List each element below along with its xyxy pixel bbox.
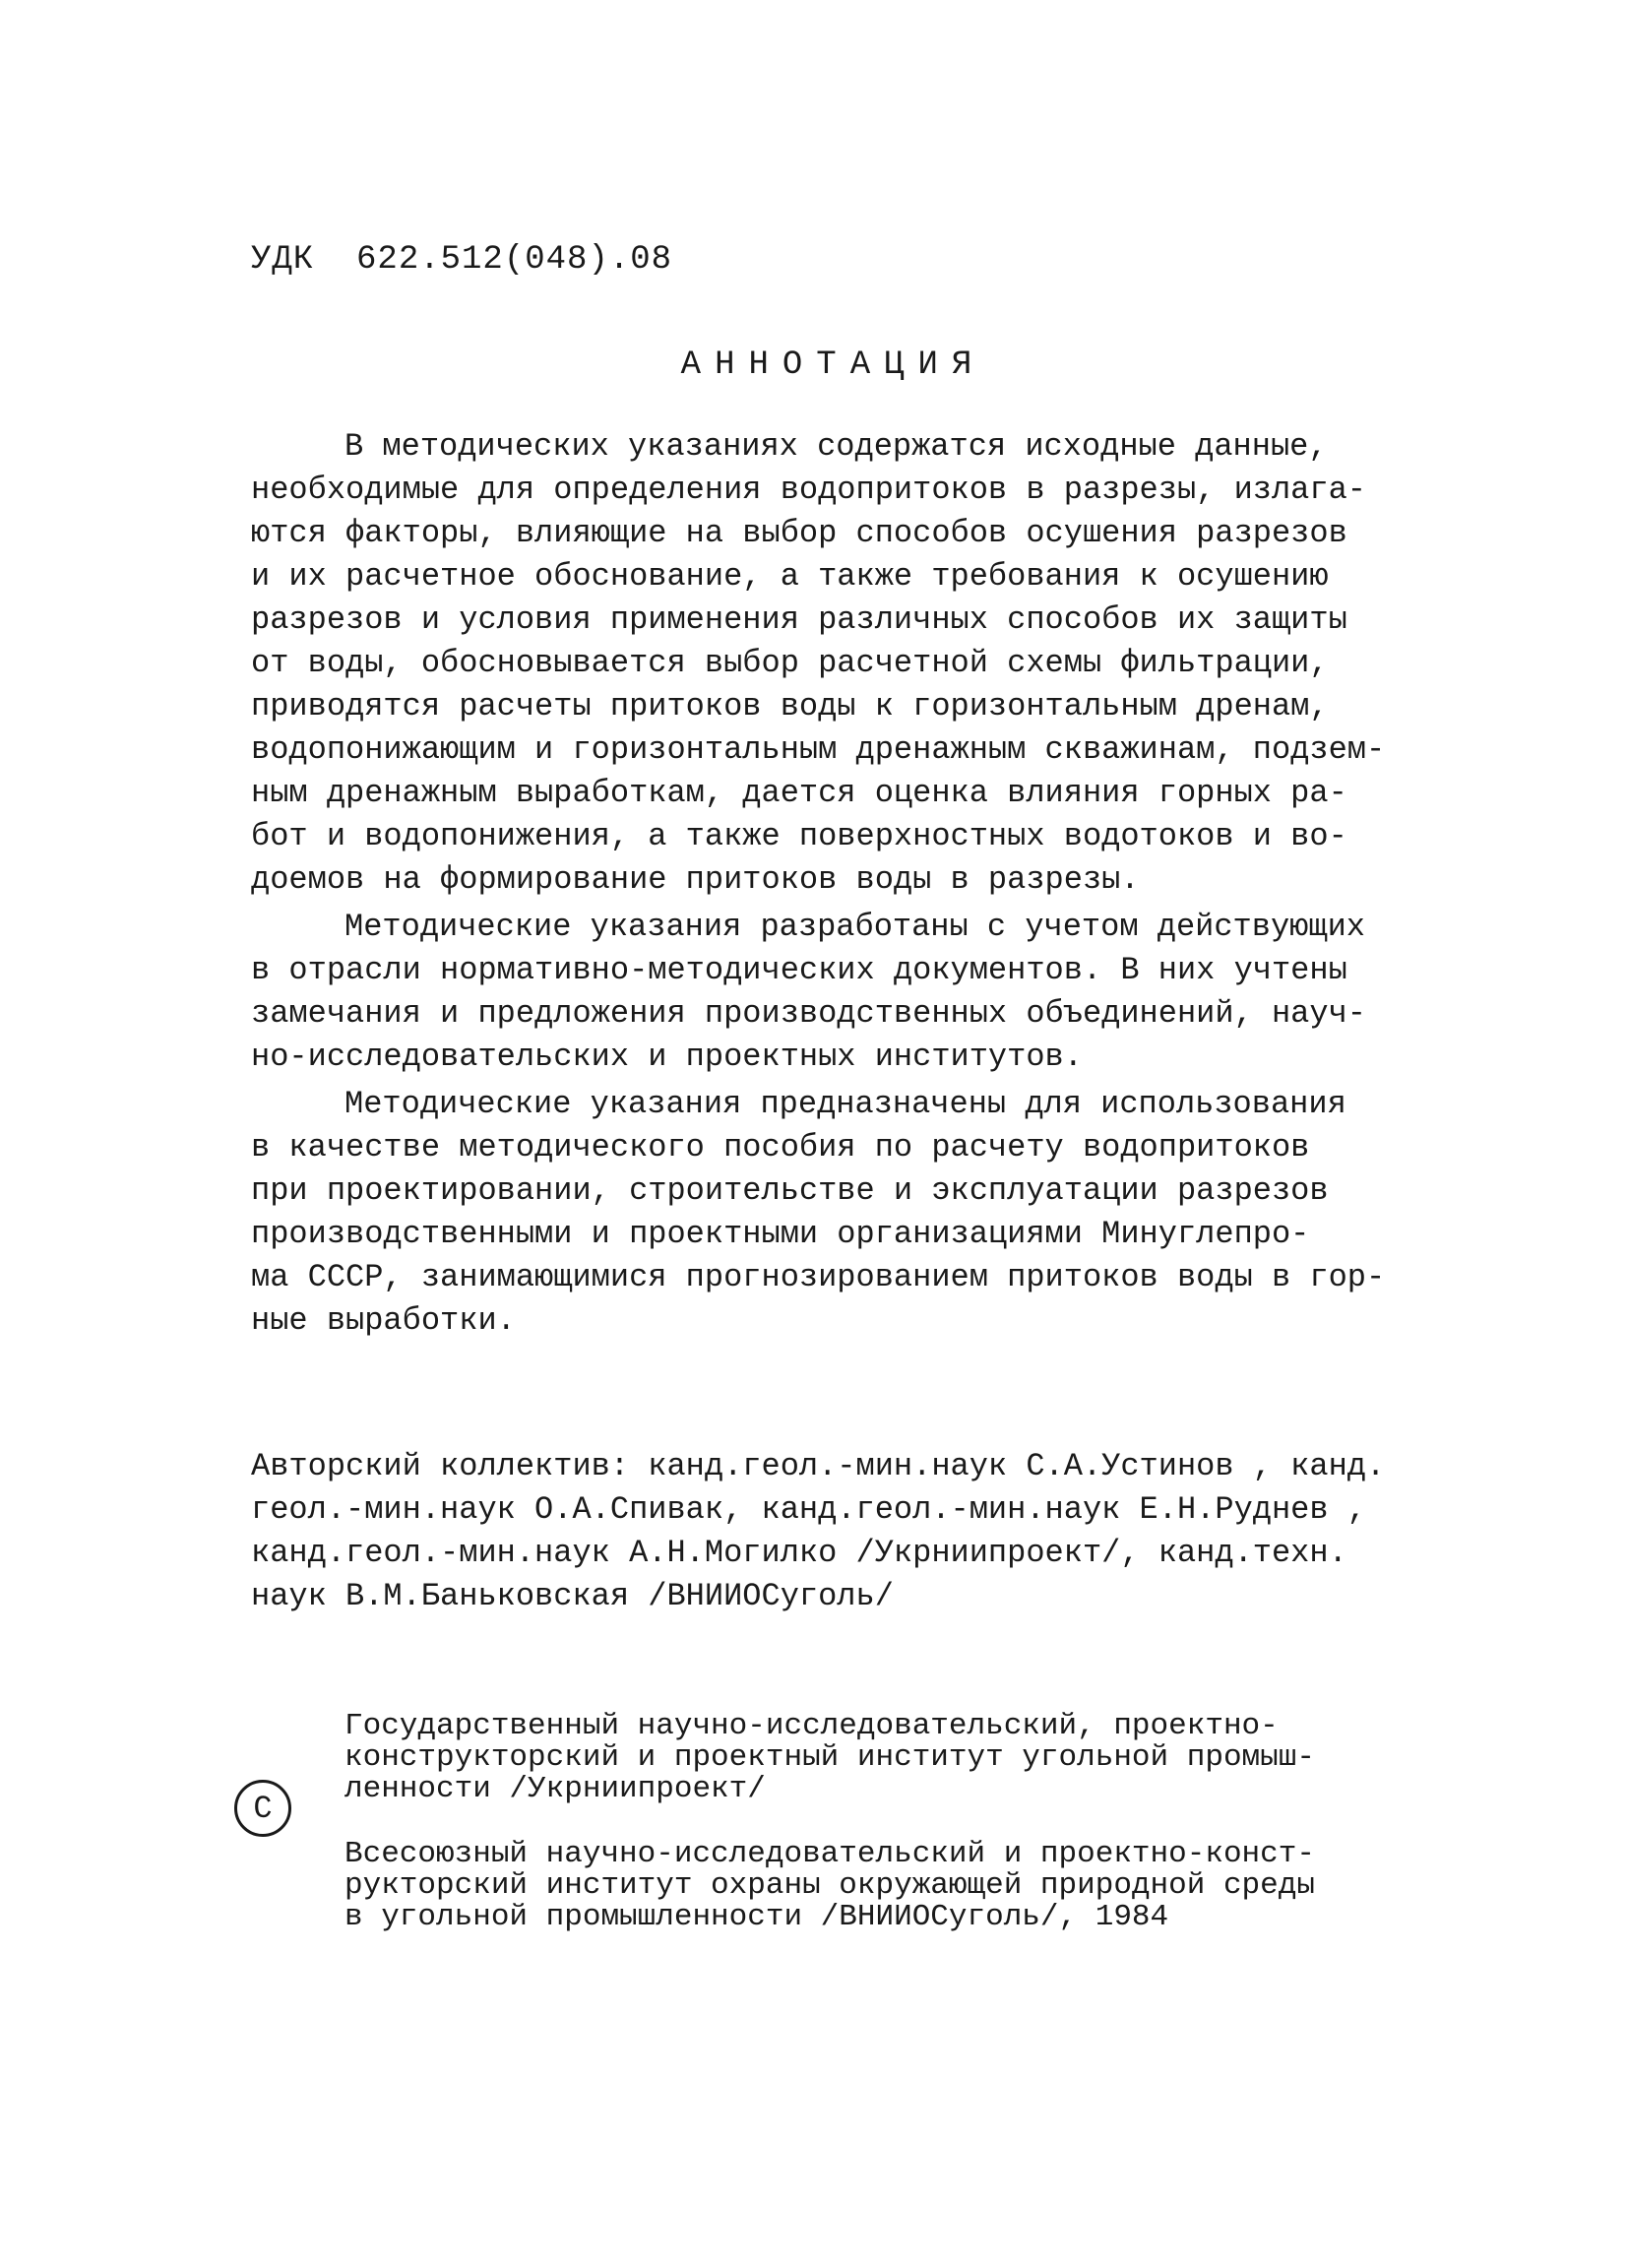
copyright-icon: С	[234, 1780, 291, 1837]
annotation-line: Методические указания предназначены для использования	[344, 1086, 1346, 1122]
annotation-line: ные выработки.	[251, 1302, 516, 1339]
copyright-line: ленности /Укрниипроект/	[344, 1772, 766, 1806]
annotation-title: АННОТАЦИЯ	[680, 346, 986, 384]
udk-code: УДК 622.512(048).08	[251, 241, 673, 279]
annotation-line: разрезов и условия применения различных способов их защиты	[251, 601, 1347, 638]
authors-line: геол.-мин.наук О.А.Спивак, канд.геол.-мин.наук Е.Н.Руднев ,	[251, 1491, 1366, 1528]
authors-line: Авторский коллектив: канд.геол.-мин.наук С.А.Устинов , канд.	[251, 1448, 1386, 1484]
annotation-line: в отрасли нормативно-методических документов. В них учтены	[251, 952, 1347, 988]
annotation-line: необходимые для определения водопритоков в разрезы, излага-	[251, 472, 1366, 508]
authors-line: наук В.М.Баньковская /ВНИИОСуголь/	[251, 1578, 894, 1614]
copyright-line: Всесоюзный научно-исследовательский и проектно-конст-	[344, 1837, 1315, 1871]
annotation-line: ются факторы, влияющие на выбор способов осушения разрезов	[251, 515, 1347, 551]
annotation-line: приводятся расчеты притоков воды к горизонтальным дренам,	[251, 688, 1329, 724]
annotation-line: и их расчетное обоснование, а также требования к осушению	[251, 558, 1329, 595]
authors-line: канд.геол.-мин.наук А.Н.Могилко /Укрниипроект/, канд.техн.	[251, 1535, 1347, 1571]
copyright-line: конструкторский и проектный институт угольной промыш-	[344, 1740, 1315, 1775]
annotation-line: от воды, обосновывается выбор расчетной схемы фильтрации,	[251, 645, 1329, 681]
annotation-line: производственными и проектными организациями Минуглепро-	[251, 1216, 1310, 1252]
copyright-line: в угольной промышленности /ВНИИОСуголь/, 1984	[344, 1900, 1169, 1934]
annotation-line: доемов на формирование притоков воды в разрезы.	[251, 861, 1140, 898]
annotation-line: в качестве методического пособия по расчету водопритоков	[251, 1129, 1310, 1166]
annotation-line: В методических указаниях содержатся исходные данные,	[344, 428, 1328, 465]
annotation-line: ным дренажным выработкам, дается оценка влияния горных ра-	[251, 775, 1347, 811]
copyright-line: Государственный научно-исследовательский, проектно-	[344, 1709, 1279, 1743]
annotation-line: водопонижающим и горизонтальным дренажным скважинам, подзем-	[251, 731, 1386, 768]
annotation-line: бот и водопонижения, а также поверхностных водотоков и во-	[251, 818, 1347, 854]
annotation-line: замечания и предложения производственных объединений, науч-	[251, 995, 1366, 1032]
annotation-line: но-исследовательских и проектных институтов.	[251, 1039, 1083, 1075]
annotation-line: при проектировании, строительстве и эксплуатации разрезов	[251, 1172, 1329, 1209]
annotation-line: ма СССР, занимающимися прогнозированием притоков воды в гор-	[251, 1259, 1386, 1295]
copyright-line: рукторский институт охраны окружающей природной среды	[344, 1868, 1315, 1903]
annotation-line: Методические указания разработаны с учетом действующих	[344, 909, 1365, 945]
